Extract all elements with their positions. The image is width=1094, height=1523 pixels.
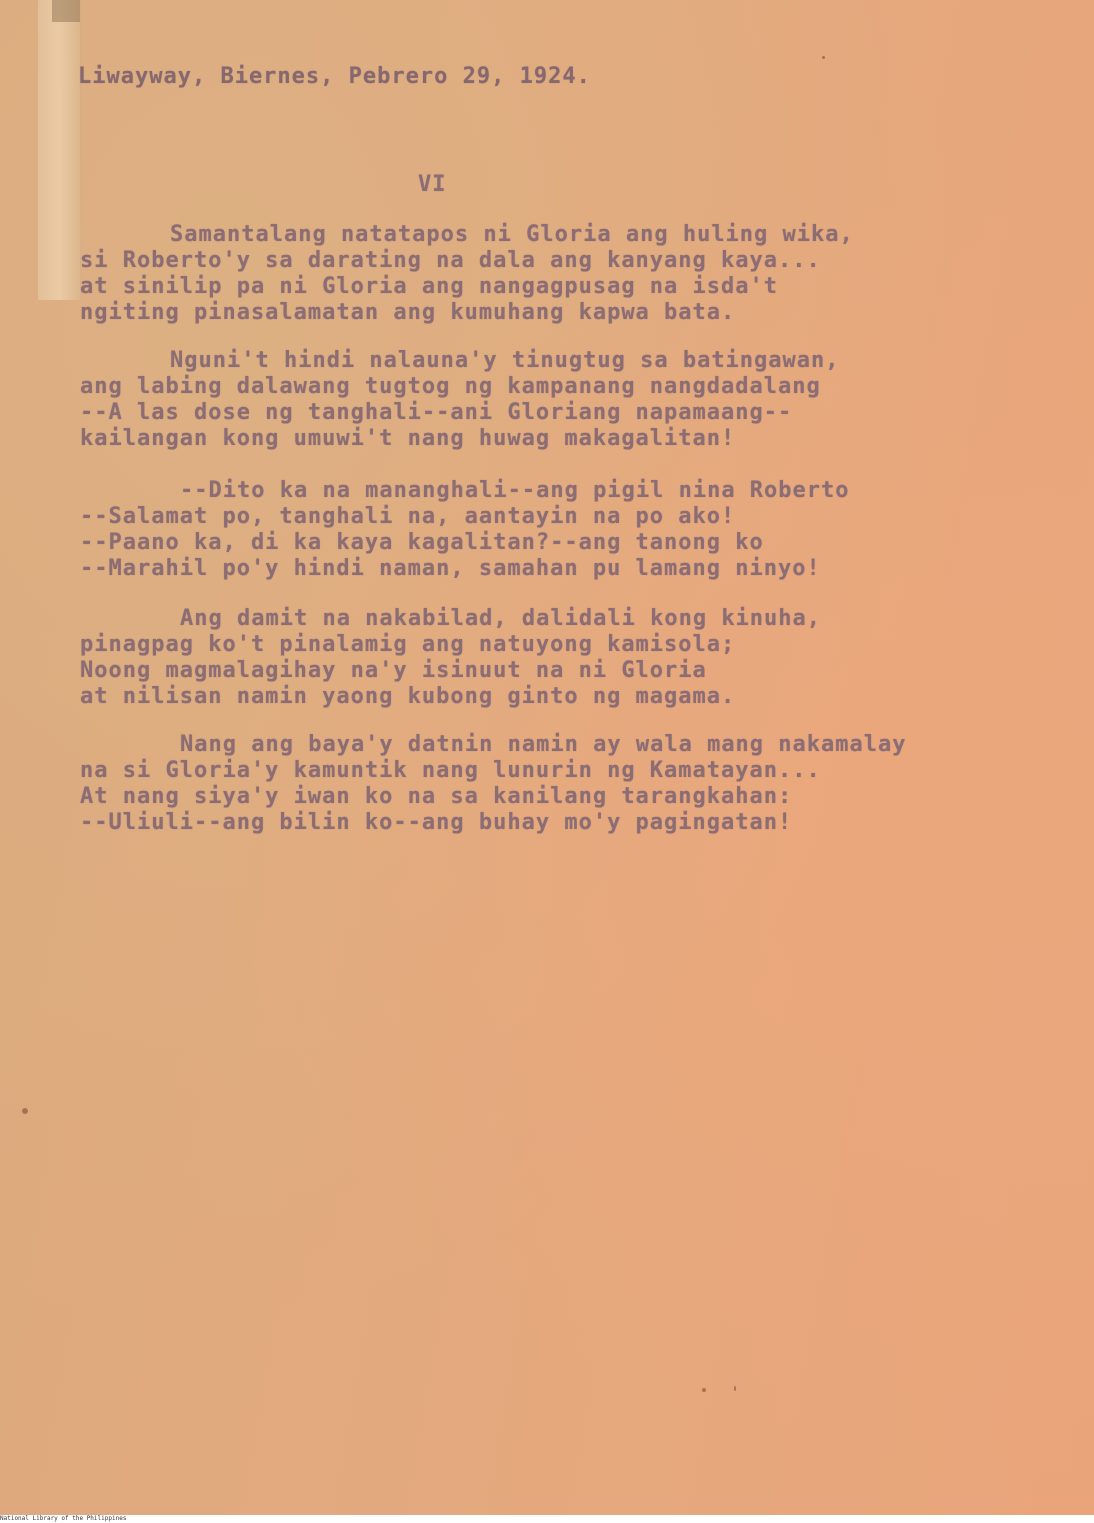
stanza-1	[80, 222, 854, 326]
verse-line: --A las dose ng tanghali--ani Gloriang napamaang--	[80, 400, 793, 425]
document-header: Liwayway, Biernes, Pebrero 29, 1924.	[78, 64, 591, 89]
tape-shadow	[52, 0, 80, 22]
stanza-3	[80, 478, 850, 582]
verse-line: kailangan kong umuwi't nang huwag makagalitan!	[80, 426, 736, 451]
paper-speck	[734, 1386, 736, 1391]
verse-line: --Paano ka, di ka kaya kagalitan?--ang tanong ko	[80, 530, 764, 555]
verse-line: Nang ang baya'y datnin namin ay wala mang nakamalay	[180, 732, 907, 757]
verse-line: Noong magmalagihay na'y isinuut na ni Gloria	[80, 658, 707, 683]
stanza-5	[80, 732, 907, 836]
stanza-4	[80, 606, 821, 710]
paper-speck	[22, 1108, 28, 1114]
stanza-2	[80, 348, 840, 452]
verse-line: na si Gloria'y kamuntik nang lunurin ng Kamatayan...	[80, 758, 821, 783]
verse-line: si Roberto'y sa darating na dala ang kanyang kaya...	[80, 248, 821, 273]
verse-line: --Salamat po, tanghali na, aantayin na po ako!	[80, 504, 736, 529]
paper-speck	[702, 1388, 706, 1392]
verse-line: pinagpag ko't pinalamig ang natuyong kamisola;	[80, 632, 736, 657]
verse-line: --Marahil po'y hindi naman, samahan pu lamang ninyo!	[80, 556, 821, 581]
paper-speck	[822, 56, 825, 59]
chapter-number: VI	[418, 172, 447, 197]
verse-line: Nguni't hindi nalauna'y tinugtug sa batingawan,	[170, 348, 840, 373]
verse-line: at sinilip pa ni Gloria ang nangagpusag na isda't	[80, 274, 779, 299]
verse-line: --Uliuli--ang bilin ko--ang buhay mo'y pagingatan!	[80, 810, 793, 835]
verse-line: Ang damit na nakabilad, dalidali kong kinuha,	[180, 606, 822, 631]
verse-line: ang labing dalawang tugtog ng kampanang nangdadalang	[80, 374, 821, 399]
verse-line: ngiting pinasalamatan ang kumuhang kapwa bata.	[80, 300, 736, 325]
verse-line: Samantalang natatapos ni Gloria ang huling wika,	[170, 222, 854, 247]
verse-line: at nilisan namin yaong kubong ginto ng magama.	[80, 684, 736, 709]
library-credit: National Library of the Philippines	[0, 1515, 1094, 1523]
tape-strip	[38, 0, 81, 300]
verse-line: At nang siya'y iwan ko na sa kanilang tarangkahan:	[80, 784, 793, 809]
verse-line: --Dito ka na mananghali--ang pigil nina Roberto	[180, 478, 850, 503]
